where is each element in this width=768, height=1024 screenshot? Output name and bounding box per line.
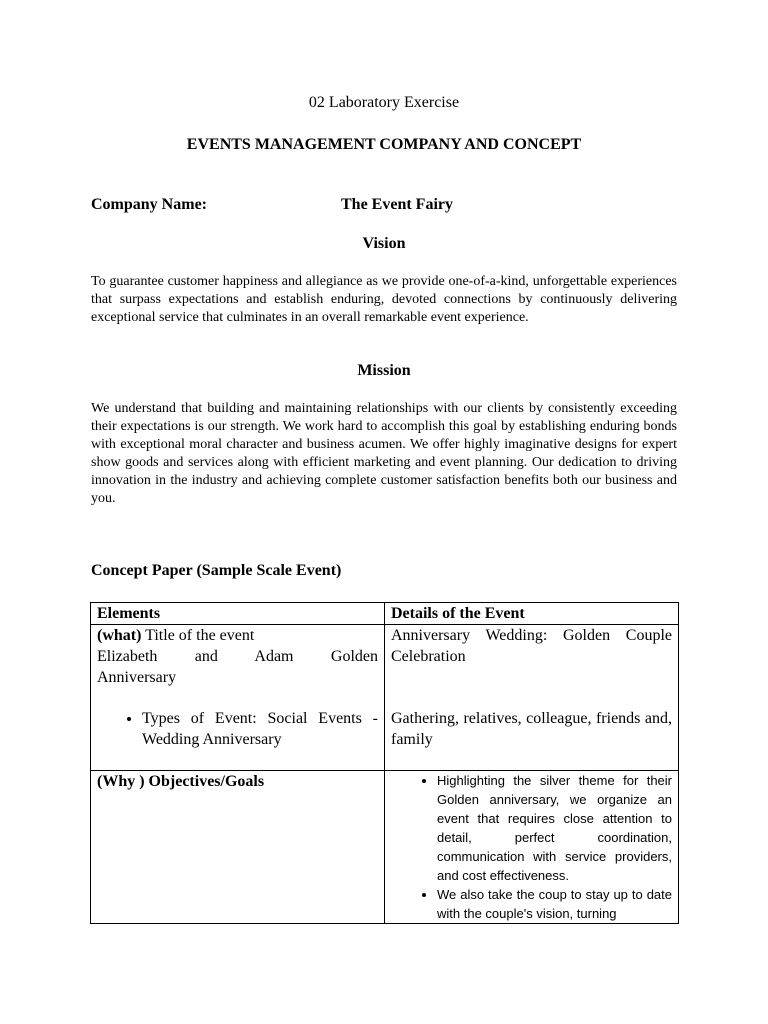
exercise-label: 02 Laboratory Exercise [308,94,460,111]
vision-heading: Vision [362,235,406,252]
event-type-item: • Types of Event: Social Events - Wedding Anniversary [142,708,378,750]
objective-item-1: • Highlighting the silver theme for their Golden anniversary, we organize an event that requires close attention to detail, perfect coordination, communication with service providers, and cost effectiveness. [437,771,672,885]
objectives-cell [385,771,679,924]
vision-text: To guarantee customer happiness and allegiance as we provide one-of-a-kind, unforgettable experiences that surpass expectations and establish enduring, devoted connections by continuously delivering exceptional service that culminates in an overall remarkable event experience. [91,274,677,325]
event-type-detail: Gathering, relatives, colleague, friends and, family [391,710,672,748]
mission-heading: Mission [357,362,411,379]
elements-header: Elements [91,603,385,625]
company-name-label: Company Name: [91,196,207,213]
why-label: (Why ) Objectives/Goals [91,771,385,924]
objective-item-2: • We also take the coup to stay up to date with the couple's vision, turning [437,885,672,923]
event-type-list [97,708,378,750]
document-title: EVENTS MANAGEMENT COMPANY AND CONCEPT [186,136,582,153]
concept-paper-heading: Concept Paper (Sample Scale Event) [91,562,342,579]
event-title-line1: Elizabeth and Adam Golden [97,648,378,665]
title-detail-line1: Anniversary Wedding: Golden Couple [391,627,672,644]
what-cell [91,625,385,771]
concept-table [90,602,679,924]
table-header-row [91,603,679,625]
mission-text: We understand that building and maintaining relationships with our clients by consistently exceeding their expectations is our strength. We work hard to accomplish this goal by establishing enduring bonds with exceptional moral character and business acumen. We offer highly imaginative designs for expert show goods and services along with efficient marketing and event planning. Our dedication to driving innovation in the industry and achieving complete customer satisfaction benefits both our business and you. [91,401,677,506]
table-row [91,625,679,771]
company-name-value: The Event Fairy [341,196,453,213]
what-line [97,625,378,646]
what-label: Title of the event [141,627,255,644]
what-prefix: (what) [97,627,142,644]
event-title-line2: Anniversary [97,669,177,686]
title-detail-line2: Celebration [391,648,466,665]
what-details-cell [385,625,679,771]
objectives-list [391,771,672,923]
table-row [91,771,679,924]
details-header: Details of the Event [385,603,679,625]
